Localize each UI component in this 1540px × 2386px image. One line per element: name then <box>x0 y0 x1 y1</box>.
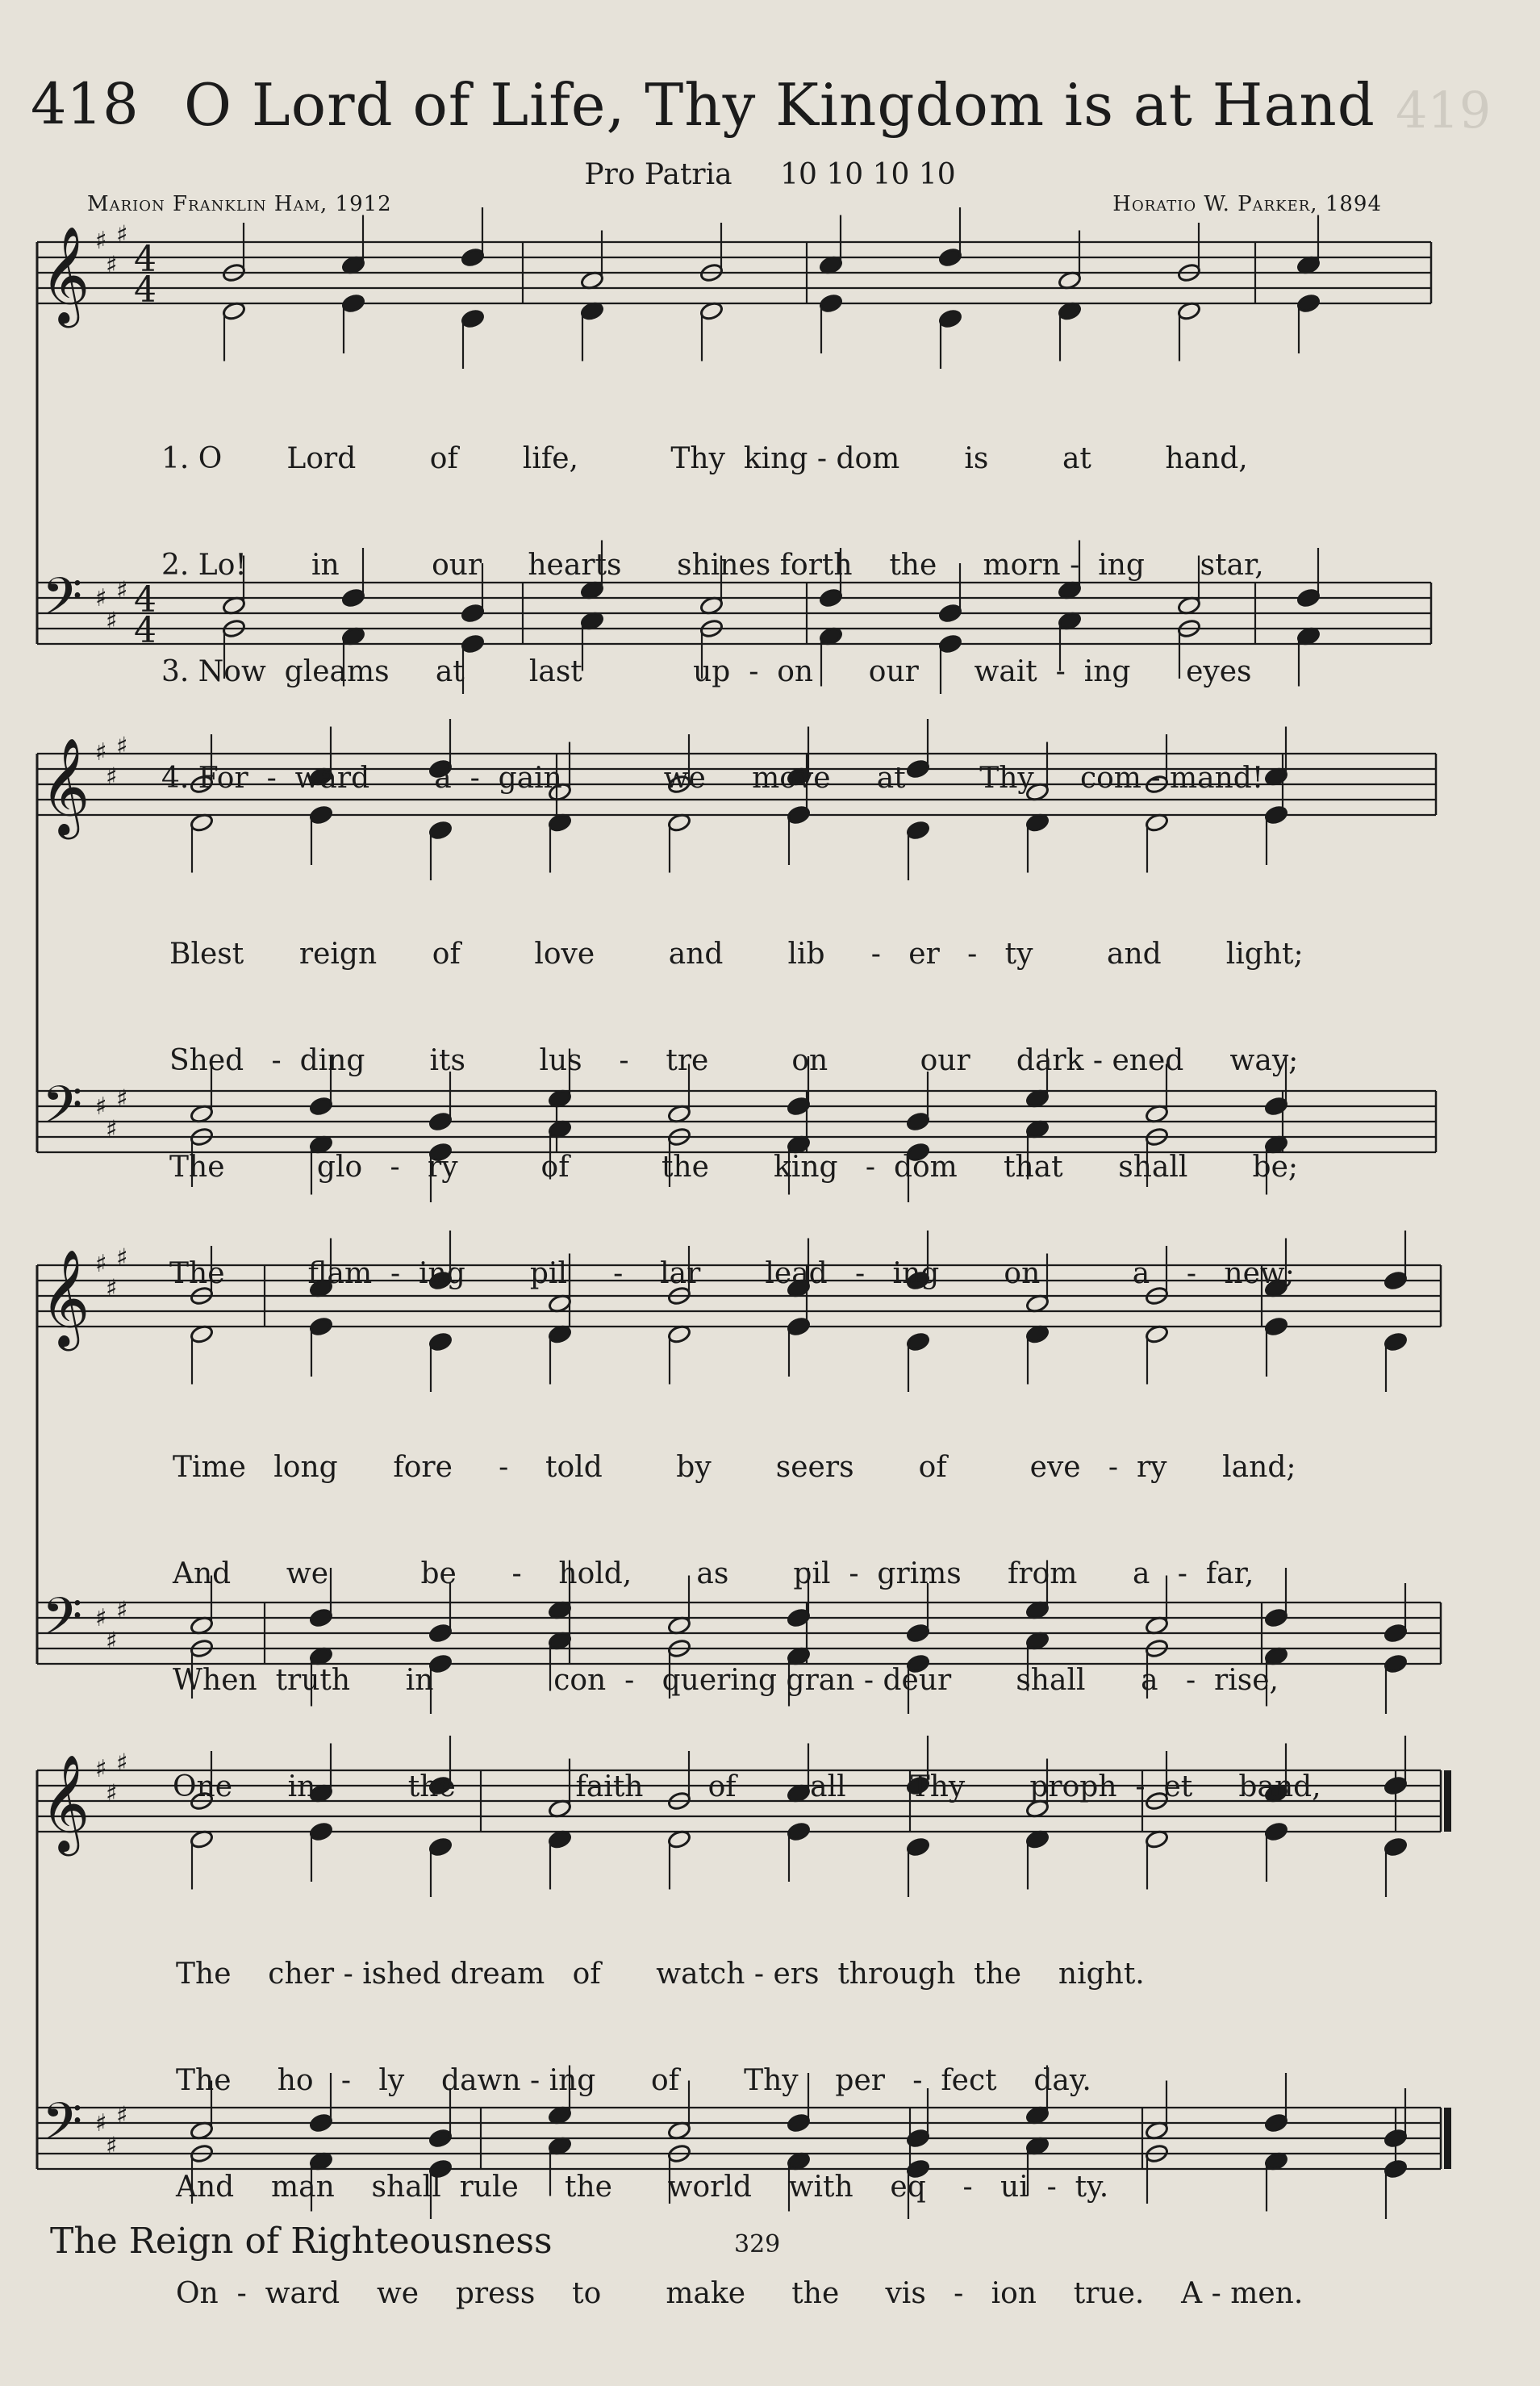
lyric-line: One in the faith of all Thy proph - et band, <box>173 1770 1321 1803</box>
note-head <box>938 247 962 268</box>
lyrics-system-4 <box>176 1891 1303 2350</box>
lyric-line: And we be - hold, as pil - grims from a - far, <box>173 1557 1254 1590</box>
note-head <box>341 293 365 314</box>
hymn-number: 418 <box>31 71 139 137</box>
note-head <box>1383 1653 1408 1674</box>
sharp-icon: ♯ <box>95 584 107 612</box>
note-head <box>461 308 485 329</box>
sharp-icon: ♯ <box>116 2101 128 2130</box>
treble-clef-icon: 𝄞 <box>40 1248 90 1347</box>
page-number: 329 <box>734 2230 781 2259</box>
time-signature-top: 4 <box>134 239 157 280</box>
sharp-icon: ♯ <box>116 732 128 761</box>
lyric-line: 1. O Lord of life, Thy king - dom is at hand, <box>161 442 1248 475</box>
tune-name: Pro Patria <box>584 158 732 191</box>
note-head <box>461 247 485 268</box>
note-head <box>1264 804 1288 825</box>
final-barline <box>1444 2108 1451 2169</box>
lyric-line: Shed - ding its lus - tre on our dark - ened way; <box>169 1044 1299 1077</box>
lyrics-system-2 <box>169 871 1304 1331</box>
bleed-through-page-number: 419 <box>1396 81 1492 140</box>
bass-clef-icon: 𝄢 <box>42 1587 83 1660</box>
lyric-line: 2. Lo! in our hearts shines forth the morn - ing star, <box>161 549 1264 582</box>
sharp-icon: ♯ <box>116 1084 128 1114</box>
note-head <box>1296 587 1321 608</box>
sharp-icon: ♯ <box>95 2109 107 2137</box>
sharp-icon: ♯ <box>116 220 128 249</box>
sharp-icon: ♯ <box>116 1749 128 1778</box>
sharp-icon: ♯ <box>95 1604 107 1632</box>
section-title: The Reign of Righteousness <box>50 2221 553 2262</box>
sharp-icon: ♯ <box>95 738 107 767</box>
sharp-icon: ♯ <box>106 2132 118 2161</box>
treble-clef-icon: 𝄞 <box>40 225 90 324</box>
hymn-title: O Lord of Life, Thy Kingdom is at Hand <box>184 71 1375 139</box>
sharp-icon: ♯ <box>95 227 107 255</box>
note-head <box>1296 293 1321 314</box>
lyrics-system-1 <box>161 376 1264 835</box>
lyric-line: The cher - ished dream of watch - ers through the night. <box>176 1958 1145 1991</box>
lyric-line: 4. For - ward a - gain we move at Thy com - mand! <box>161 762 1264 795</box>
lyric-line: Time long fore - told by seers of eve - ry land; <box>173 1451 1296 1484</box>
sharp-icon: ♯ <box>106 1115 118 1144</box>
sharp-icon: ♯ <box>95 1250 107 1278</box>
bass-clef-icon: 𝄢 <box>42 567 83 640</box>
sharp-icon: ♯ <box>95 1093 107 1121</box>
note-head <box>1383 2128 1408 2149</box>
sharp-icon: ♯ <box>106 1627 118 1656</box>
sharp-icon: ♯ <box>95 1755 107 1783</box>
sharp-icon: ♯ <box>116 576 128 605</box>
note-head <box>1383 1623 1408 1644</box>
time-signature-bottom: 4 <box>134 270 157 311</box>
time-signature-top: 4 <box>134 579 157 621</box>
sharp-icon: ♯ <box>106 1779 118 1808</box>
lyric-line: The flam - ing pil - lar lead - ing on a - new; <box>169 1257 1295 1290</box>
lyric-line: The glo - ry of the king - dom that shall be; <box>169 1151 1299 1184</box>
treble-clef-icon: 𝄞 <box>40 737 90 835</box>
note-head <box>1383 1837 1408 1857</box>
sharp-icon: ♯ <box>106 1274 118 1303</box>
note-head <box>428 1331 453 1352</box>
sharp-icon: ♯ <box>116 1596 128 1625</box>
author-credit: Marion Franklin Ham, 1912 <box>87 192 392 216</box>
treble-clef-icon: 𝄞 <box>40 1753 90 1852</box>
note-head <box>1383 2158 1408 2179</box>
note-head <box>1383 1270 1408 1291</box>
bass-clef-icon: 𝄢 <box>42 1076 83 1148</box>
lyric-line: On - ward we press to make the vis - ion true. A - men. <box>176 2277 1304 2310</box>
lyrics-system-3 <box>173 1385 1321 1844</box>
lyric-line: 3. Now gleams at last up - on our wait - ing eyes <box>161 655 1252 688</box>
note-head <box>819 293 843 314</box>
lyric-line: Blest reign of love and lib - er - ty and light; <box>169 938 1304 971</box>
sharp-icon: ♯ <box>106 251 118 280</box>
sharp-icon: ♯ <box>116 1243 128 1272</box>
time-signature-bottom: 4 <box>134 610 157 651</box>
note-head <box>938 308 962 329</box>
meter: 10 10 10 10 <box>780 158 956 191</box>
final-barline <box>1444 1770 1451 1832</box>
note-head <box>1383 1775 1408 1796</box>
note-head <box>906 1331 930 1352</box>
sharp-icon: ♯ <box>106 763 118 792</box>
sharp-icon: ♯ <box>106 607 118 636</box>
bass-clef-icon: 𝄢 <box>42 2092 83 2165</box>
composer-credit: Horatio W. Parker, 1894 <box>1112 192 1382 216</box>
lyric-line: And man shall rule the world with eq - ui - ty. <box>176 2171 1109 2204</box>
lyric-line: When truth in con - quering gran - deur shall a - rise, <box>173 1664 1279 1697</box>
note-head <box>1383 1331 1408 1352</box>
lyric-line: The ho - ly dawn - ing of Thy per - fect day. <box>176 2064 1091 2097</box>
